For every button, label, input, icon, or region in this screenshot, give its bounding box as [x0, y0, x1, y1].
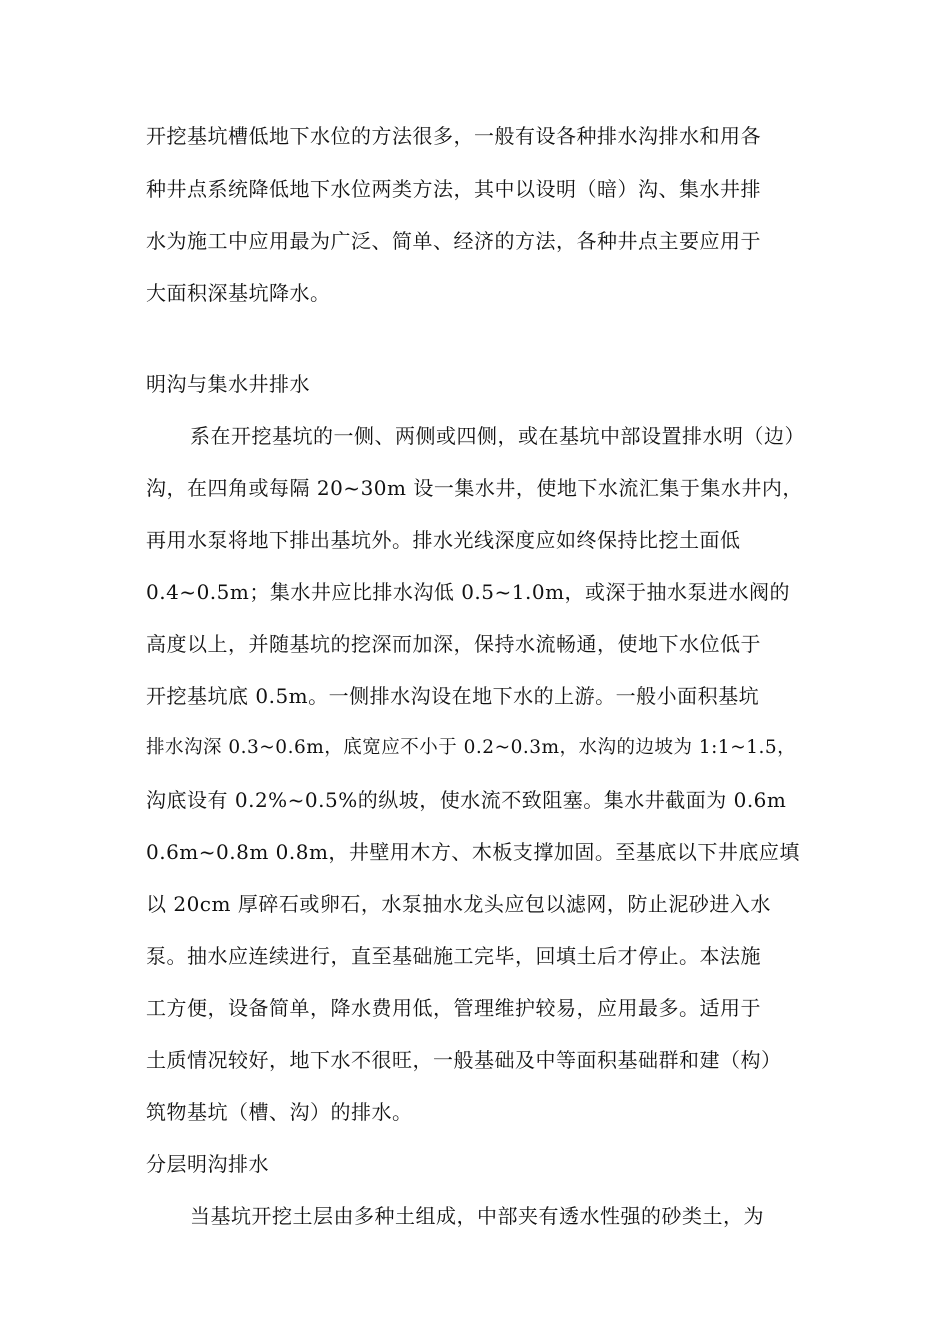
body-line: 0.4~0.5m；集水井应比排水沟低 0.5~1.0m，或深于抽水泵进水阀的	[146, 580, 791, 604]
body-line: 开挖基坑底 0.5m。一侧排水沟设在地下水的上游。一般小面积基坑	[146, 684, 760, 708]
intro-line: 水为施工中应用最为广泛、简单、经济的方法，各种井点主要应用于	[146, 229, 761, 253]
body-line: 系在开挖基坑的一侧、两侧或四侧，或在基坑中部设置排水明（边）	[190, 424, 805, 448]
body-line: 以 20cm 厚碎石或卵石，水泵抽水龙头应包以滤网，防止泥砂进入水	[146, 892, 771, 916]
intro-line: 开挖基坑槽低地下水位的方法很多，一般有设各种排水沟排水和用各	[146, 124, 761, 148]
body-line: 筑物基坑（槽、沟）的排水。	[146, 1100, 413, 1124]
body-line: 再用水泵将地下排出基坑外。排水光线深度应如终保持比挖土面低	[146, 528, 741, 552]
section-heading: 分层明沟排水	[146, 1152, 269, 1176]
body-line: 工方便，设备简单，降水费用低，管理维护较易，应用最多。适用于	[146, 996, 761, 1020]
intro-line: 种井点系统降低地下水位两类方法，其中以设明（暗）沟、集水井排	[146, 177, 761, 201]
body-line: 排水沟深 0.3~0.6m，底宽应不小于 0.2~0.3m，水沟的边坡为 1:1~1.5，	[146, 737, 797, 758]
body-line: 高度以上，并随基坑的挖深而加深，保持水流畅通，使地下水位低于	[146, 632, 761, 656]
section-heading: 明沟与集水井排水	[146, 372, 310, 396]
intro-line: 大面积深基坑降水。	[146, 281, 331, 305]
body-line: 沟，在四角或每隔 20~30m 设一集水井，使地下水流汇集于集水井内，	[146, 476, 803, 500]
body-line: 土质情况较好，地下水不很旺，一般基础及中等面积基础群和建（构）	[146, 1048, 782, 1072]
body-line: 当基坑开挖土层由多种土组成，中部夹有透水性强的砂类土，为	[190, 1204, 764, 1228]
body-line: 泵。抽水应连续进行，直至基础施工完毕，回填土后才停止。本法施	[146, 944, 761, 968]
body-line: 0.6m~0.8m 0.8m，井壁用木方、木板支撑加固。至基底以下井底应填	[146, 840, 800, 864]
body-line: 沟底设有 0.2%~0.5%的纵坡，使水流不致阻塞。集水井截面为 0.6m	[146, 788, 787, 812]
